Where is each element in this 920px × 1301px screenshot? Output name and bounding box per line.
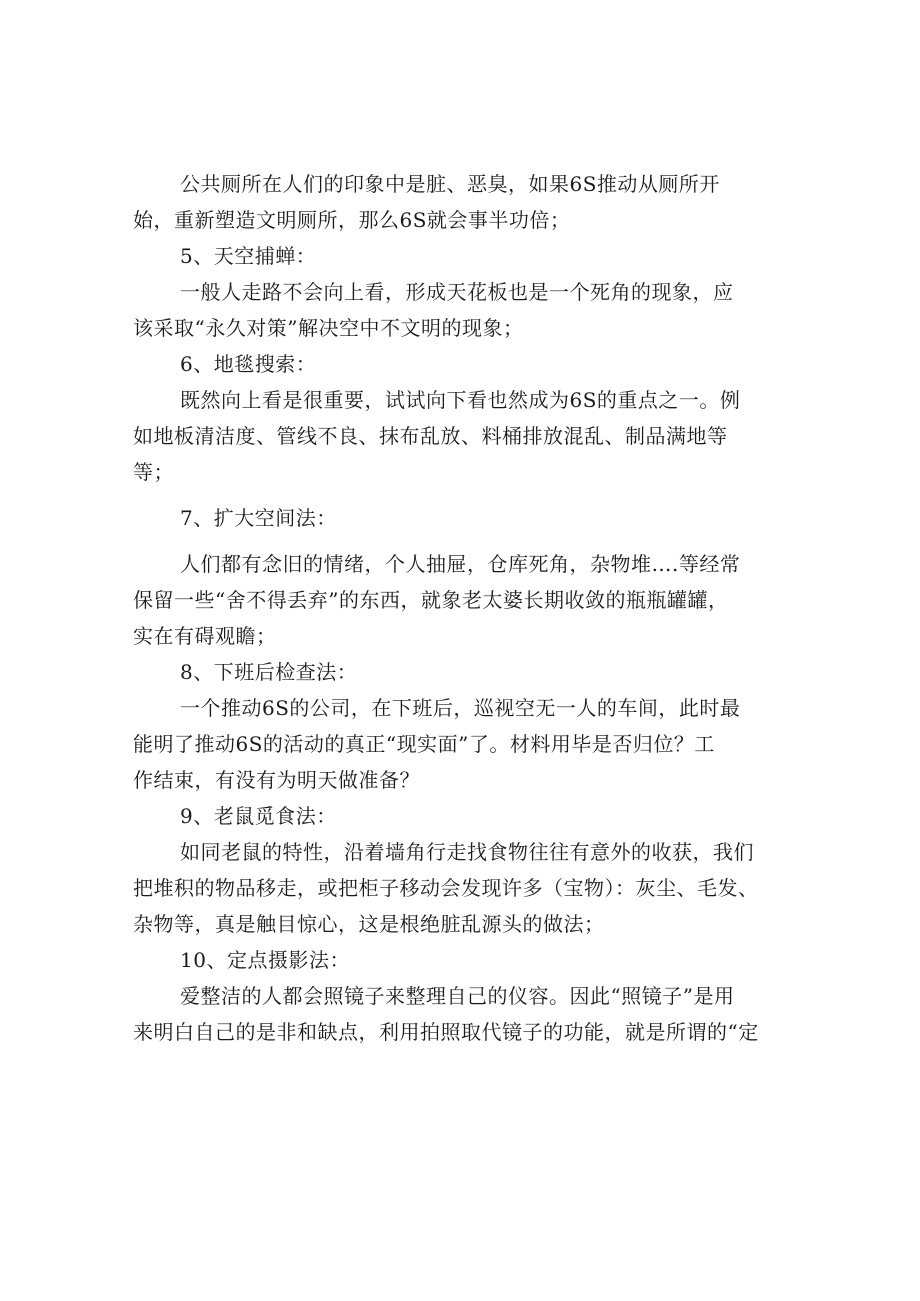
document-body bbox=[133, 166, 813, 1050]
paragraph-line: 把堆积的物品移走，或把柜子移动会发现许多（宝物）：灰尘、毛发、 bbox=[133, 876, 759, 900]
paragraph-line: 等； bbox=[133, 460, 174, 484]
paragraph-line: 杂物等，真是触目惊心，这是根绝脏乱源头的做法； bbox=[133, 912, 605, 936]
section-heading: 10、定点摄影法： bbox=[180, 948, 350, 972]
paragraph-line: 实在有碍观瞻； bbox=[133, 624, 277, 648]
section-heading: 9、老鼠觅食法： bbox=[180, 804, 337, 828]
paragraph-line: 一般人走路不会向上看，形成天花板也是一个死角的现象，应 bbox=[180, 280, 734, 304]
paragraph-line: 作结束，有没有为明天做准备？ bbox=[133, 768, 420, 792]
paragraph-line: 保留一些“舍不得丢弃”的东西，就象老太婆长期收敛的瓶瓶罐罐， bbox=[133, 588, 729, 612]
paragraph-line: 一个推动6S的公司，在下班后，巡视空无一人的车间，此时最 bbox=[180, 696, 741, 720]
section-heading: 5、天空捕蝉： bbox=[180, 244, 317, 268]
paragraph-line: 如地板清洁度、管线不良、抹布乱放、料桶排放混乱、制品满地等 bbox=[133, 424, 728, 448]
paragraph-line: 爱整洁的人都会照镜子来整理自己的仪容。因此“照镜子”是用 bbox=[180, 984, 735, 1008]
paragraph-line: 该采取“永久对策”解决空中不文明的现象； bbox=[133, 316, 524, 340]
paragraph-line: 既然向上看是很重要，试试向下看也然成为6S的重点之一。例 bbox=[180, 388, 741, 412]
paragraph-line: 始，重新塑造文明厕所，那么6S就会事半功倍； bbox=[133, 208, 571, 232]
paragraph-line: 如同老鼠的特性，沿着墙角行走找食物往往有意外的收获，我们 bbox=[180, 840, 754, 864]
paragraph-line: 来明白自己的是非和缺点，利用拍照取代镜子的功能，就是所谓的“定 bbox=[133, 1020, 759, 1044]
section-heading: 6、地毯搜索： bbox=[180, 352, 317, 376]
section-heading: 8、下班后检查法： bbox=[180, 660, 358, 684]
section-heading: 7、扩大空间法： bbox=[180, 506, 337, 530]
paragraph-line: 公共厕所在人们的印象中是脏、恶臭，如果6S推动从厕所开 bbox=[180, 172, 720, 196]
paragraph-line: 人们都有念旧的情绪，个人抽屉，仓库死角，杂物堆….等经常 bbox=[180, 552, 741, 576]
paragraph-line: 能明了推动6S的活动的真正“现实面”了。材料用毕是否归位？工 bbox=[133, 732, 715, 756]
